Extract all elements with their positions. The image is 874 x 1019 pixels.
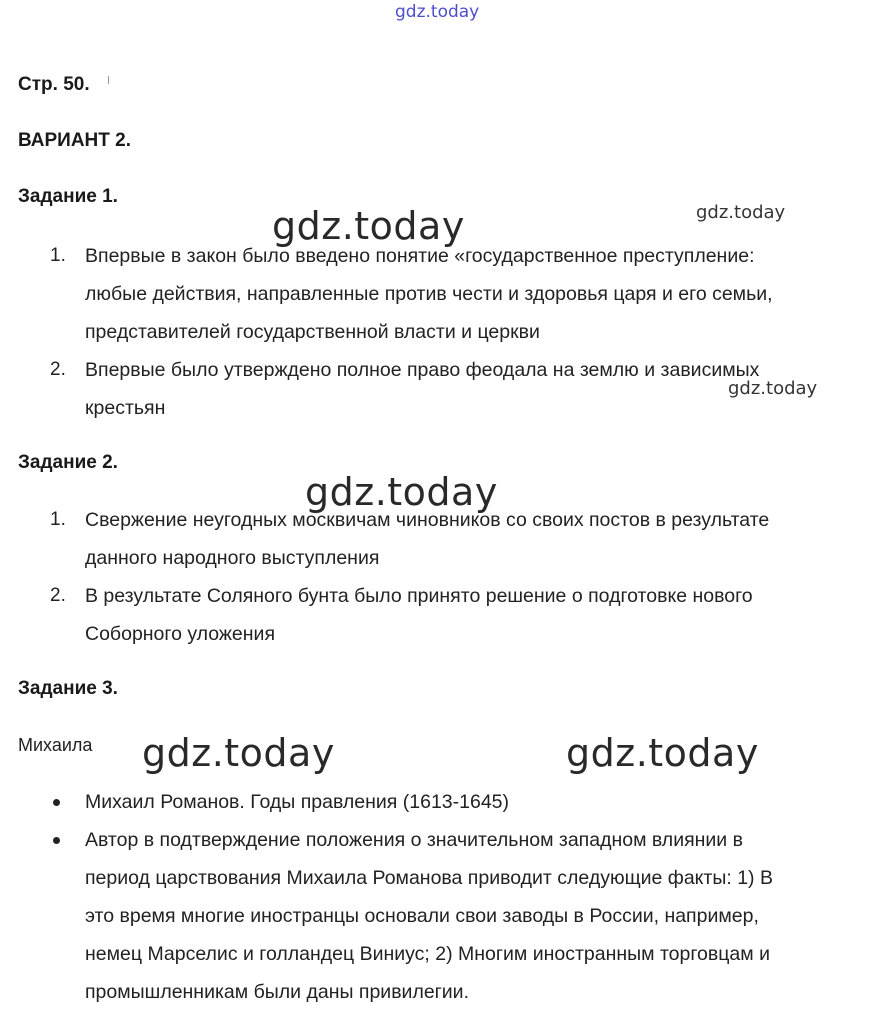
item-line: данного народного выступления	[85, 547, 380, 569]
item-line: любые действия, направленные против чести и здоровья царя и его семьи,	[85, 283, 773, 305]
task1-list	[0, 237, 874, 427]
task1-title: Задание 1.	[18, 186, 118, 207]
item-line: промышленникам были даны привилегии.	[85, 981, 469, 1003]
watermark: gdz.today	[305, 470, 498, 514]
tick-mark	[108, 76, 109, 84]
item-number: 1.	[50, 245, 66, 266]
task3-list	[0, 783, 874, 1011]
watermark: gdz.today	[696, 202, 786, 223]
item-line: крестьян	[85, 397, 166, 419]
watermark: gdz.today	[566, 731, 759, 775]
item-number: 2.	[50, 359, 66, 380]
item-line: В результате Соляного бунта было принято решение о подготовке нового	[85, 585, 753, 607]
watermark-top: gdz.today	[395, 2, 480, 22]
list-item	[0, 237, 874, 351]
variant-label: ВАРИАНТ 2.	[18, 130, 131, 151]
item-line: Михаил Романов. Годы правления (1613-1645)	[85, 791, 510, 813]
item-line: Свержение неугодных москвичам чиновников со своих постов в результате	[85, 509, 770, 531]
task3-title: Задание 3.	[18, 678, 118, 699]
page-label: Стр. 50.	[18, 74, 90, 95]
item-line: период царствования Михаила Романова приводит следующие факты: 1) В	[85, 867, 773, 889]
list-item	[0, 577, 874, 653]
item-line: Соборного уложения	[85, 623, 276, 645]
task2-list	[0, 501, 874, 653]
item-line: Автор в подтверждение положения о значительном западном влиянии в	[85, 829, 743, 851]
item-line: Впервые в закон было введено понятие «государственное преступление:	[85, 245, 755, 267]
list-item	[0, 351, 874, 427]
watermark: gdz.today	[272, 204, 465, 248]
task2-title: Задание 2.	[18, 452, 118, 473]
bullet-icon	[53, 837, 60, 844]
watermark: gdz.today	[142, 731, 335, 775]
item-line: представителей государственной власти и церкви	[85, 321, 540, 343]
item-number: 1.	[50, 509, 66, 530]
list-item	[0, 783, 874, 821]
item-line: немец Марселис и голландец Виниус; 2) Многим иностранным торговцам и	[85, 943, 770, 965]
item-line: Впервые было утверждено полное право феодала на землю и зависимых	[85, 359, 760, 381]
bullet-icon	[53, 799, 60, 806]
list-item	[0, 501, 874, 577]
item-line: это время многие иностранцы основали свои заводы в России, например,	[85, 905, 759, 927]
task3-intro: Михаила	[18, 735, 93, 755]
item-number: 2.	[50, 585, 66, 606]
list-item	[0, 821, 874, 1011]
watermark: gdz.today	[728, 378, 818, 399]
